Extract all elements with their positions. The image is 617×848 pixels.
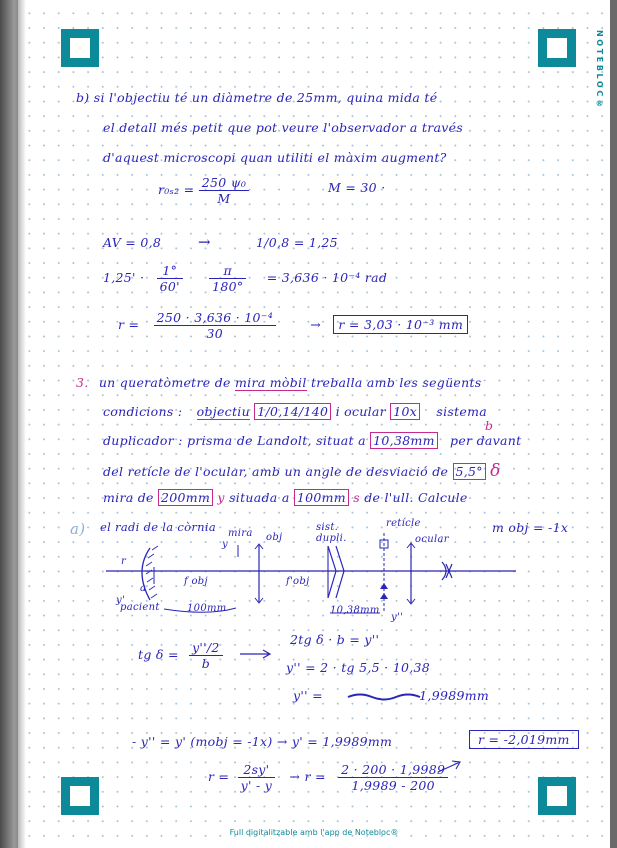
r2-arrow: → r =	[289, 769, 326, 784]
conversion-f2-num: π	[209, 263, 246, 279]
ex3-l4c: δ	[490, 461, 501, 481]
ex3-l5g: de l'ull. Calcule	[364, 490, 468, 505]
ex3-l1a: un queratòmetre de	[98, 375, 231, 390]
ex3-l5f: s	[353, 490, 360, 505]
radius-den: 30	[206, 326, 224, 341]
optical-diagram	[18, 0, 610, 848]
eq-resolution-lhs: r₀ₛ₂ =	[158, 182, 195, 197]
part-b-line-2: el detall més petit que pot veure l'observador a través	[103, 120, 464, 135]
label-mira: mira	[228, 528, 253, 539]
radius-lhs: r =	[118, 317, 140, 332]
label-sist: sist.	[316, 522, 339, 533]
ex3-l3a: duplicador : prisma de Landolt, situat a	[103, 433, 366, 448]
label-obj: obj	[266, 532, 283, 543]
label-fobj: f obj	[184, 576, 208, 587]
conversion-f1-den: 60'	[159, 279, 180, 294]
r2-num: 2sy'	[238, 762, 276, 778]
radius-formula	[208, 762, 448, 793]
label-100mm: 100mm	[187, 603, 227, 614]
eq-2tg: 2tg δ · b = y''	[290, 632, 380, 647]
ex3-l2d: i ocular	[335, 404, 386, 419]
tan-lhs: tg δ =	[138, 647, 179, 662]
part-a-label: a)	[70, 520, 86, 538]
ex3-l5b: 200mm	[158, 489, 213, 506]
r2-fraction	[238, 762, 276, 793]
ex3-l2a: condicions :	[103, 404, 183, 419]
tan-num: y''/2	[189, 640, 223, 656]
eq-magnification: M = 30 ·	[328, 180, 386, 195]
notebook-page	[18, 0, 610, 848]
label-1038mm: 10,38mm	[330, 605, 380, 616]
ex3-l3c: per davant	[450, 433, 522, 448]
brand-label: NOTEBLOC®	[595, 30, 604, 111]
cornea-hatch	[146, 546, 158, 598]
ex3-l1c: treballa amb les següents	[310, 375, 482, 390]
eq-y-double-prime-result	[293, 688, 489, 703]
part-a-title: el radi de la còrnia	[100, 520, 217, 534]
label-reticle: retícle	[386, 518, 421, 529]
ex3-l2b: objectiu	[196, 404, 250, 419]
label-a: a	[140, 583, 147, 594]
part-b-line-3: d'aquest microscopi quan utiliti el màxim augment?	[103, 150, 447, 165]
ex3-l4a: del retícle de l'ocular, amb un angle de desviació de	[103, 464, 449, 479]
ex3-mark-b: b	[485, 418, 494, 433]
av-lhs: AV = 0,8	[103, 235, 162, 250]
tan-fraction	[189, 640, 223, 671]
landolt-prism	[328, 546, 344, 598]
av-arrow: →	[198, 233, 211, 251]
label-y-double-prime: y''	[391, 612, 404, 623]
part-b-line-1: b) si l'objectiu té un diàmetre de 25mm, quina mida té	[76, 90, 438, 105]
conversion-result: = 3,636 · 10⁻⁴ rad	[266, 270, 388, 285]
label-y: y	[222, 539, 228, 550]
eq-resolution-den: M	[217, 191, 231, 206]
eq3-value: 1,9989mm	[419, 688, 490, 703]
r2-den-numeric: 1,9989 - 200	[351, 778, 435, 793]
radius-num: 250 · 3,636 · 10⁻⁴	[154, 310, 276, 326]
label-ocular: ocular	[415, 534, 449, 545]
eq-resolution-num: 250 ψ₀	[199, 175, 249, 191]
ex3-l2e: 10x	[390, 403, 420, 420]
label-fobj-prime: f'obj	[286, 576, 310, 587]
tan-den: b	[201, 656, 211, 671]
ex3-l2f: sistema	[436, 404, 488, 419]
r2-den: y' - y	[240, 778, 273, 793]
label-y-prime: y'	[116, 595, 125, 606]
eq-y-double-prime: y'' = 2 · tg 5,5 · 10,38	[286, 660, 431, 675]
conversion-f2-den: 180°	[212, 279, 244, 294]
tan-equation	[138, 640, 223, 671]
final-radius-boxed: r = -2,019mm	[469, 730, 579, 749]
footer-note: Full digitalitzable amb l'app de Notebloc®	[229, 828, 399, 837]
r2-lhs: r =	[208, 769, 230, 784]
ex3-l2c: 1/0,14/140	[254, 403, 331, 420]
ex3-l4b: 5,5°	[453, 463, 486, 480]
conversion-lead: 1,25' ·	[103, 270, 145, 285]
label-pacient: pacient	[120, 602, 160, 613]
eq3-lhs: y'' =	[293, 688, 323, 703]
r2-fraction-numeric	[338, 762, 448, 793]
ex3-l1b: mira mòbil	[235, 375, 307, 390]
radius-arrow: →	[310, 317, 322, 332]
av-rhs: 1/0,8 = 1,25	[256, 235, 338, 250]
ex3-l5e: 100mm	[294, 489, 349, 506]
ex3-l3b: 10,38mm	[370, 432, 438, 449]
tg-arrow	[240, 650, 270, 658]
ex3-l5d: situada a	[229, 490, 290, 505]
m-obj: m obj = -1x	[492, 520, 569, 535]
radius-result-boxed: r = 3,03 · 10⁻³ mm	[333, 315, 468, 334]
label-r: r	[121, 556, 127, 567]
ex3-number: 3.	[76, 375, 89, 390]
eq-y-prime: - y'' = y' (mobj = -1x) → y' = 1,9989mm	[132, 734, 393, 749]
r2-num-numeric: 2 · 200 · 1,9989	[338, 762, 448, 778]
label-dupli: dupli.	[316, 533, 347, 544]
ex3-l5c: y	[217, 490, 225, 505]
ex3-l5a: mira de	[103, 490, 154, 505]
conversion-f1-num: 1°	[157, 263, 183, 279]
